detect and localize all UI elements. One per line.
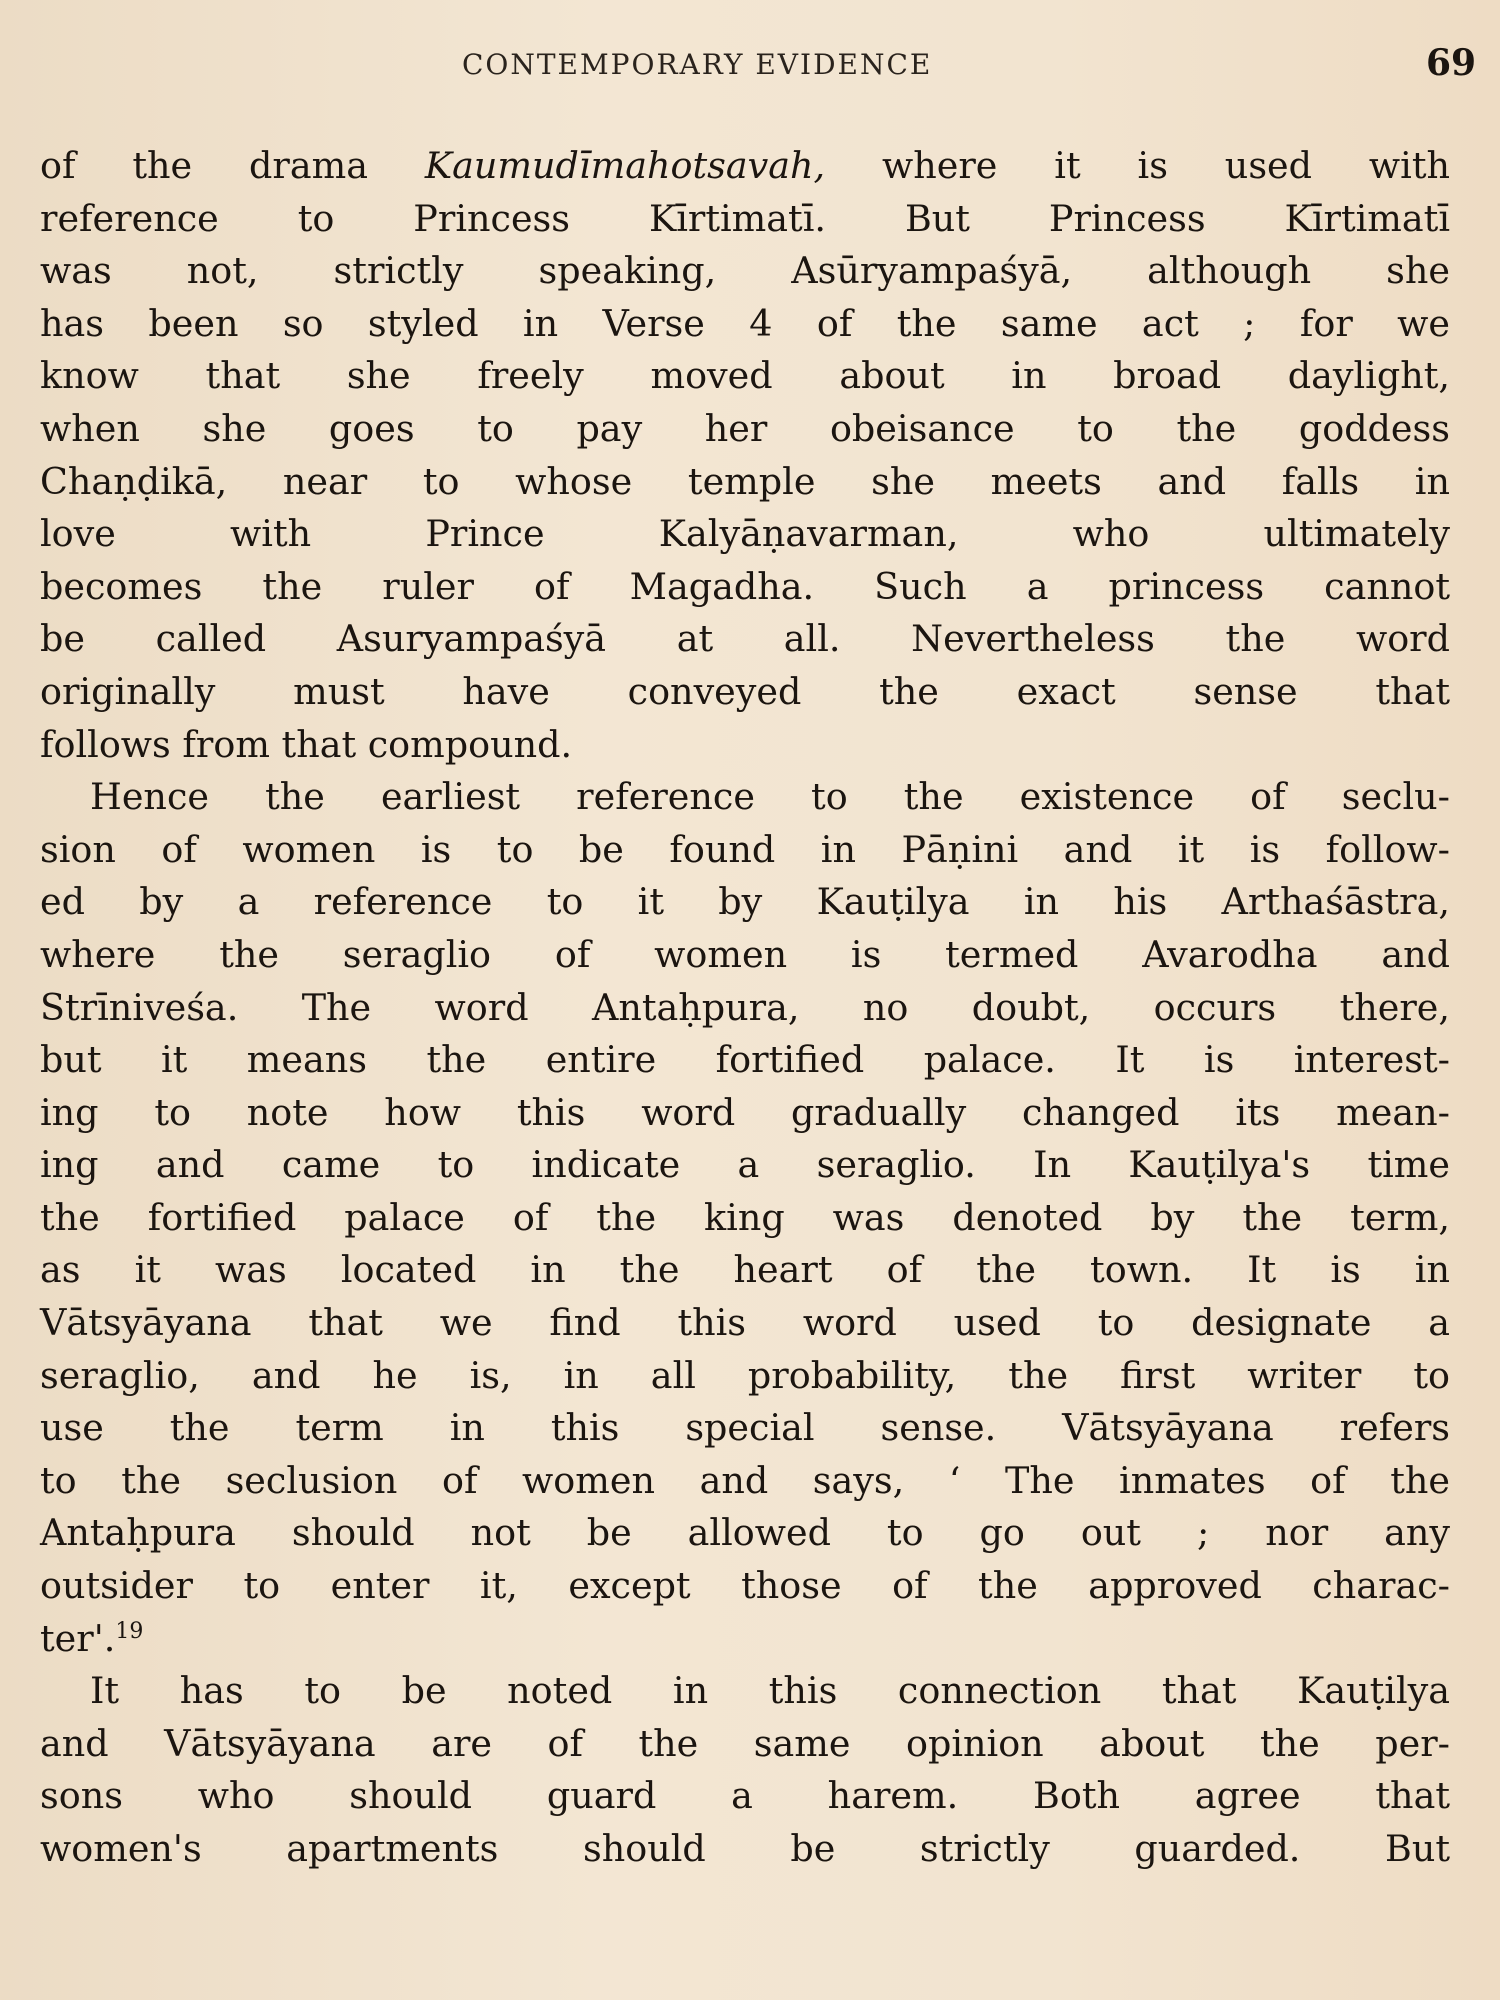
text-line: Hence the earliest reference to the existence of seclu- bbox=[90, 775, 1450, 819]
text-line: ing and came to indicate a seraglio. In Kauṭilya's time bbox=[40, 1143, 1450, 1187]
drama-title: Kaumudīmahotsavah, bbox=[424, 144, 826, 187]
text-line: where the seraglio of women is termed Avarodha and bbox=[40, 932, 1450, 976]
text-line: outsider to enter it, except those of the approved charac- bbox=[40, 1564, 1450, 1608]
text-line: reference to Princess Kīrtimatī. But Princess Kīrtimatī bbox=[40, 196, 1450, 240]
text-line: women's apartments should be strictly guarded. But bbox=[40, 1827, 1450, 1870]
paragraph-2 bbox=[40, 771, 1450, 1665]
text-line: but it means the entire fortified palace. It is interest- bbox=[40, 1038, 1450, 1082]
text-line: It has to be noted in this connection that Kauṭilya bbox=[90, 1669, 1450, 1713]
text-line: love with Prince Kalyāṇavarman, who ultimately bbox=[40, 512, 1450, 556]
paragraph-1 bbox=[40, 140, 1450, 771]
text-line: when she goes to pay her obeisance to the goddess bbox=[40, 406, 1450, 450]
text-line: follows from that compound. bbox=[40, 722, 573, 766]
text-line: ed by a reference to it by Kauṭilya in his Arthaśāstra, bbox=[40, 880, 1450, 924]
paragraph-3 bbox=[40, 1665, 1450, 1875]
running-header bbox=[0, 44, 1500, 84]
text-line: sion of women is to be found in Pāṇini and it is follow- bbox=[40, 827, 1450, 871]
text-line: the fortified palace of the king was denoted by the term, bbox=[40, 1195, 1450, 1239]
text-line: becomes the ruler of Magadha. Such a princess cannot bbox=[40, 564, 1450, 608]
text-line: of the drama Kaumudīmahotsavah, where it is used with bbox=[40, 144, 1451, 187]
text-line: Strīniveśa. The word Antaḥpura, no doubt, occurs there, bbox=[40, 985, 1450, 1029]
text-line: Antaḥpura should not be allowed to go out ; nor any bbox=[40, 1511, 1450, 1555]
text-line: ing to note how this word gradually changed its mean- bbox=[40, 1090, 1450, 1134]
text-line: as it was located in the heart of the town. It is in bbox=[40, 1248, 1450, 1292]
body-text bbox=[40, 140, 1450, 1876]
text-line: and Vātsyāyana are of the same opinion about the per- bbox=[40, 1721, 1450, 1765]
footnote-marker: 19 bbox=[115, 1618, 144, 1644]
text-line: has been so styled in Verse 4 of the same act ; for we bbox=[40, 301, 1450, 345]
running-title: CONTEMPORARY EVIDENCE bbox=[462, 48, 933, 81]
text-line: was not, strictly speaking, Asūryampaśyā, although she bbox=[40, 249, 1450, 293]
text-line: ter'.$^{19}$ bbox=[40, 1616, 144, 1660]
text-line: sons who should guard a harem. Both agree that bbox=[40, 1774, 1450, 1818]
text-line: Vātsyāyana that we find this word used to designate a bbox=[40, 1301, 1450, 1345]
text-line: use the term in this special sense. Vātsyāyana refers bbox=[40, 1406, 1450, 1450]
text-line: be called Asuryampaśyā at all. Nevertheless the word bbox=[40, 617, 1450, 661]
text-line: seraglio, and he is, in all probability, the first writer to bbox=[40, 1353, 1450, 1397]
text-line: Chaṇḍikā, near to whose temple she meets and falls in bbox=[40, 459, 1450, 503]
text-line: originally must have conveyed the exact sense that bbox=[40, 669, 1450, 713]
text-line: know that she freely moved about in broad daylight, bbox=[40, 354, 1450, 398]
page-number: 69 bbox=[1426, 42, 1477, 84]
text-line: to the seclusion of women and says, ‘ The inmates of the bbox=[40, 1458, 1450, 1502]
